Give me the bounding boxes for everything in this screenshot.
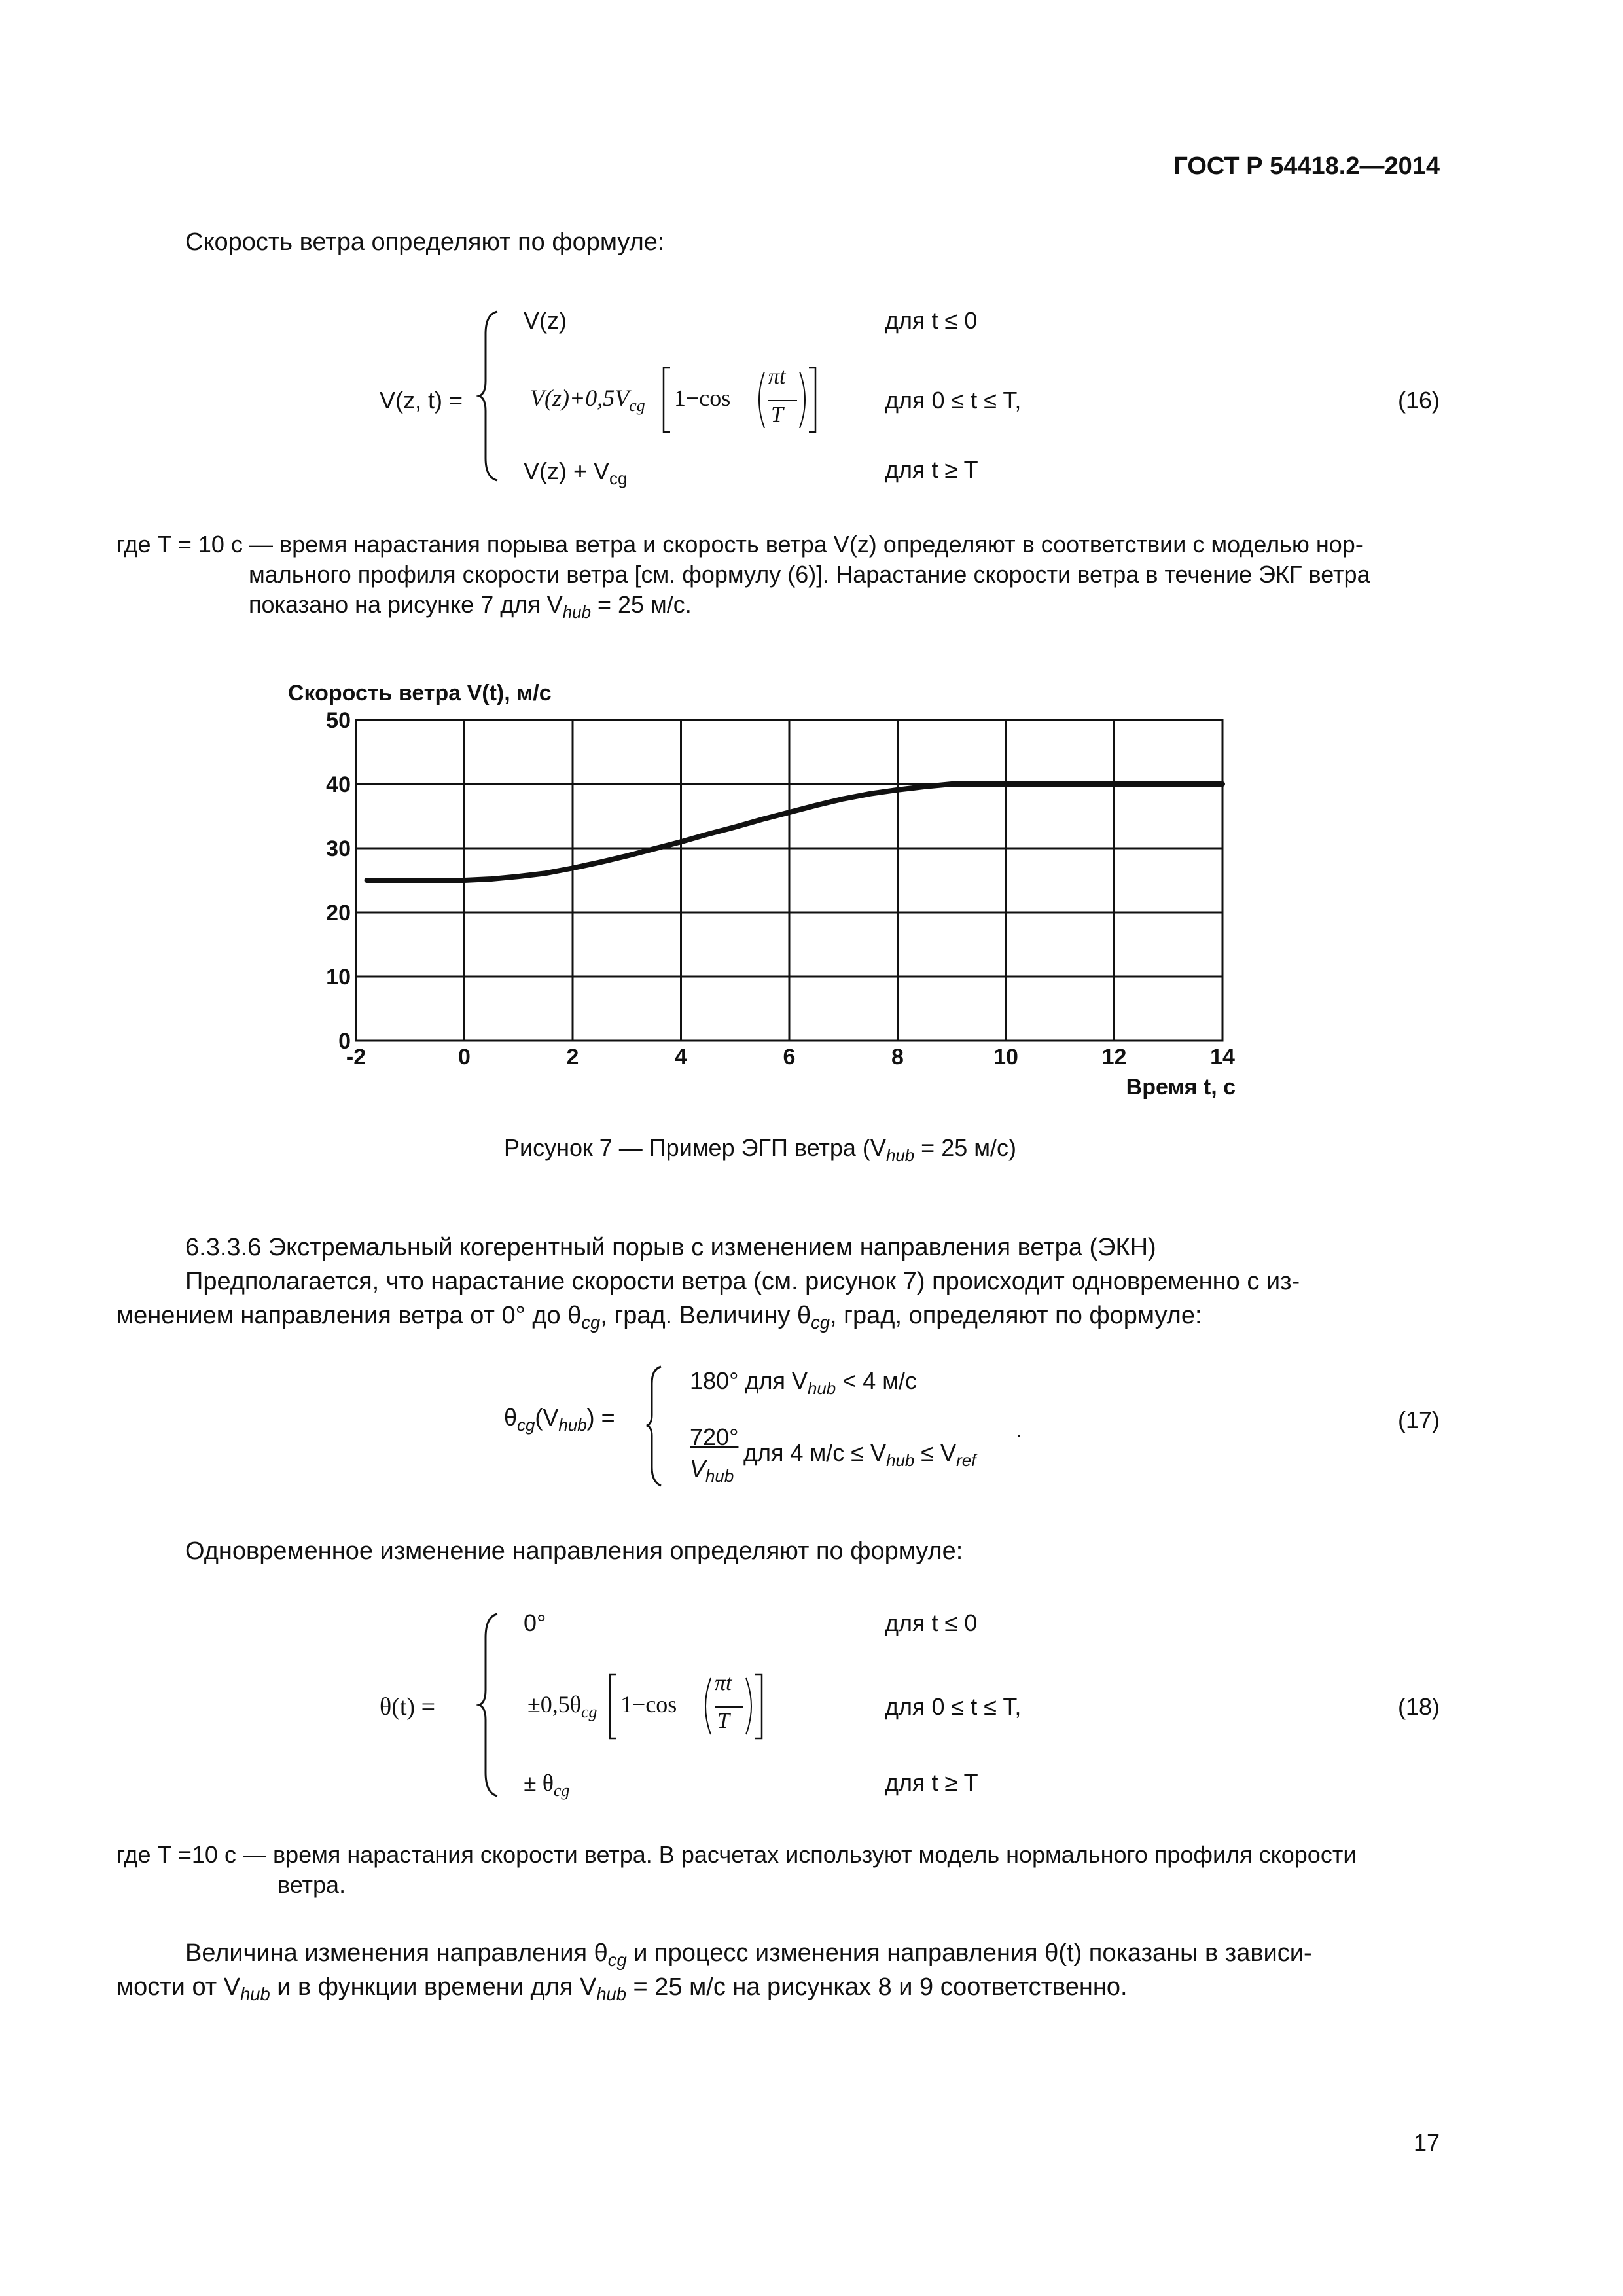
series-line-0 (367, 784, 1222, 880)
eq16-case1: V(z) (524, 307, 567, 334)
eq17-brace (644, 1364, 666, 1488)
intro-text-2: Одновременное изменение направления определяют по формуле: (185, 1537, 963, 1565)
eq16-brace (476, 308, 503, 484)
y-tick-label: 20 (326, 901, 351, 925)
eq18-cond2: для 0 ≤ t ≤ T, (885, 1693, 1022, 1720)
eq16-lhs: V(z, t) = (380, 387, 463, 414)
eq18-case1: 0° (524, 1609, 546, 1636)
eq16-case3: $V(z) + V_{cg}$ (524, 457, 628, 488)
where2-line-2: ветра. (277, 1871, 346, 1898)
eq18-brace (476, 1610, 503, 1800)
eq16-case2: $V(z)+0,5V_{cg}$ (530, 385, 645, 415)
eq16-cond1: для t ≤ 0 (885, 307, 978, 334)
eq16-cond3: для t ≥ T (885, 456, 978, 483)
x-tick-label: -2 (346, 1045, 366, 1069)
paragraph-2-line-2: мости от $V_{hub}$ и в функции времени для $V_{hub} = 25$ м/с на рисунках 8 и 9 соответственно. (116, 1973, 1128, 2005)
y-tick-label: 50 (326, 708, 351, 733)
x-tick-label: 10 (993, 1045, 1018, 1069)
x-tick-label: 8 (891, 1045, 904, 1069)
paragraph-1-line-2: менением направления ветра от 0° до $\theta_{cg}$, град. Величину $\theta_{cg}$, град, определяют по формуле: (116, 1302, 1202, 1333)
where-line-3: показано на рисунке 7 для $V_{hub} = 25$ м/с. (249, 591, 692, 622)
x-axis-label: Время t, с (1126, 1075, 1236, 1100)
paragraph-2-line-1: Величина изменения направления $\theta_{cg}$ и процесс изменения направления θ(t) показаны в зависи- (185, 1939, 1312, 1971)
figure-7-chart (288, 674, 1270, 1106)
eq18-fraction-num: πt (715, 1671, 732, 1695)
eq18-cond3: для t ≥ T (885, 1769, 978, 1796)
x-tick-label: 12 (1101, 1045, 1127, 1069)
y-axis-label: Скорость ветра V(t), м/с (288, 681, 552, 706)
where-line-2: мального профиля скорости ветра [см. формулу (6)]. Нарастание скорости ветра в течение ЭКГ ветра (249, 561, 1370, 588)
eq17-dot: . (1016, 1416, 1023, 1443)
page-number: 17 (1413, 2129, 1440, 2156)
paragraph-1-line-1: Предполагается, что нарастание скорости ветра (см. рисунок 7) происходит одновременно с из- (185, 1268, 1300, 1295)
eq18-one-minus-cos: 1−cos (620, 1691, 677, 1717)
figure-7-caption: Рисунок 7 — Пример ЭГП ветра ($V_{hub} = 25$ м/с) (504, 1134, 1016, 1165)
eq16-fraction-num: πt (768, 365, 786, 389)
x-tick-label: 4 (675, 1045, 687, 1069)
x-tick-label: 6 (783, 1045, 796, 1069)
eq18-case2: $\pm 0,5\theta_{cg}$ (527, 1691, 597, 1721)
chart-svg (288, 674, 1270, 1106)
eq18-number: (18) (1397, 1693, 1440, 1720)
x-tick-label: 0 (458, 1045, 471, 1069)
where-line-1: где T = 10 с — время нарастания порыва ветра и скорость ветра V(z) определяют в соответствии с моделью нор- (116, 531, 1363, 558)
standard-header: ГОСТ Р 54418.2—2014 (1173, 152, 1440, 180)
y-tick-label: 40 (326, 772, 351, 797)
where2-line-1: где T =10 с — время нарастания скорости ветра. В расчетах используют модель нормального профиля скорости (116, 1841, 1357, 1868)
eq18-cond1: для t ≤ 0 (885, 1609, 978, 1636)
eq17-lhs: $\theta_{cg}(V_{hub})$ = (504, 1404, 615, 1435)
eq17-frac-num: 720° (690, 1424, 739, 1450)
y-tick-label: 30 (326, 836, 351, 861)
eq17-row1: 180° для $V_{hub} < 4$ м/с (690, 1367, 918, 1398)
intro-text: Скорость ветра определяют по формуле: (185, 228, 665, 256)
x-tick-label: 14 (1210, 1045, 1235, 1069)
eq16-cond2: для 0 ≤ t ≤ T, (885, 387, 1022, 414)
section-heading: 6.3.3.6 Экстремальный когерентный порыв с изменением направления ветра (ЭКН) (185, 1234, 1156, 1261)
eq18-lhs: θ(t) = (380, 1693, 435, 1721)
eq17-frac-den: $V_{hub}$ (690, 1455, 734, 1486)
x-tick-label: 2 (566, 1045, 579, 1069)
eq18-case3: ± $\theta_{cg}$ (524, 1770, 570, 1800)
eq16-one-minus-cos: 1−cos (674, 385, 731, 411)
eq18-fraction-den: T (717, 1709, 730, 1733)
y-tick-label: 0 (338, 1029, 351, 1054)
eq16-fraction-den: T (771, 403, 783, 427)
eq17-row2: для 4 $м/с \le V_{hub} \le V_{ref}$ (743, 1439, 976, 1470)
eq16-number: (16) (1397, 387, 1440, 414)
y-tick-label: 10 (326, 965, 351, 990)
eq17-number: (17) (1397, 1407, 1440, 1433)
